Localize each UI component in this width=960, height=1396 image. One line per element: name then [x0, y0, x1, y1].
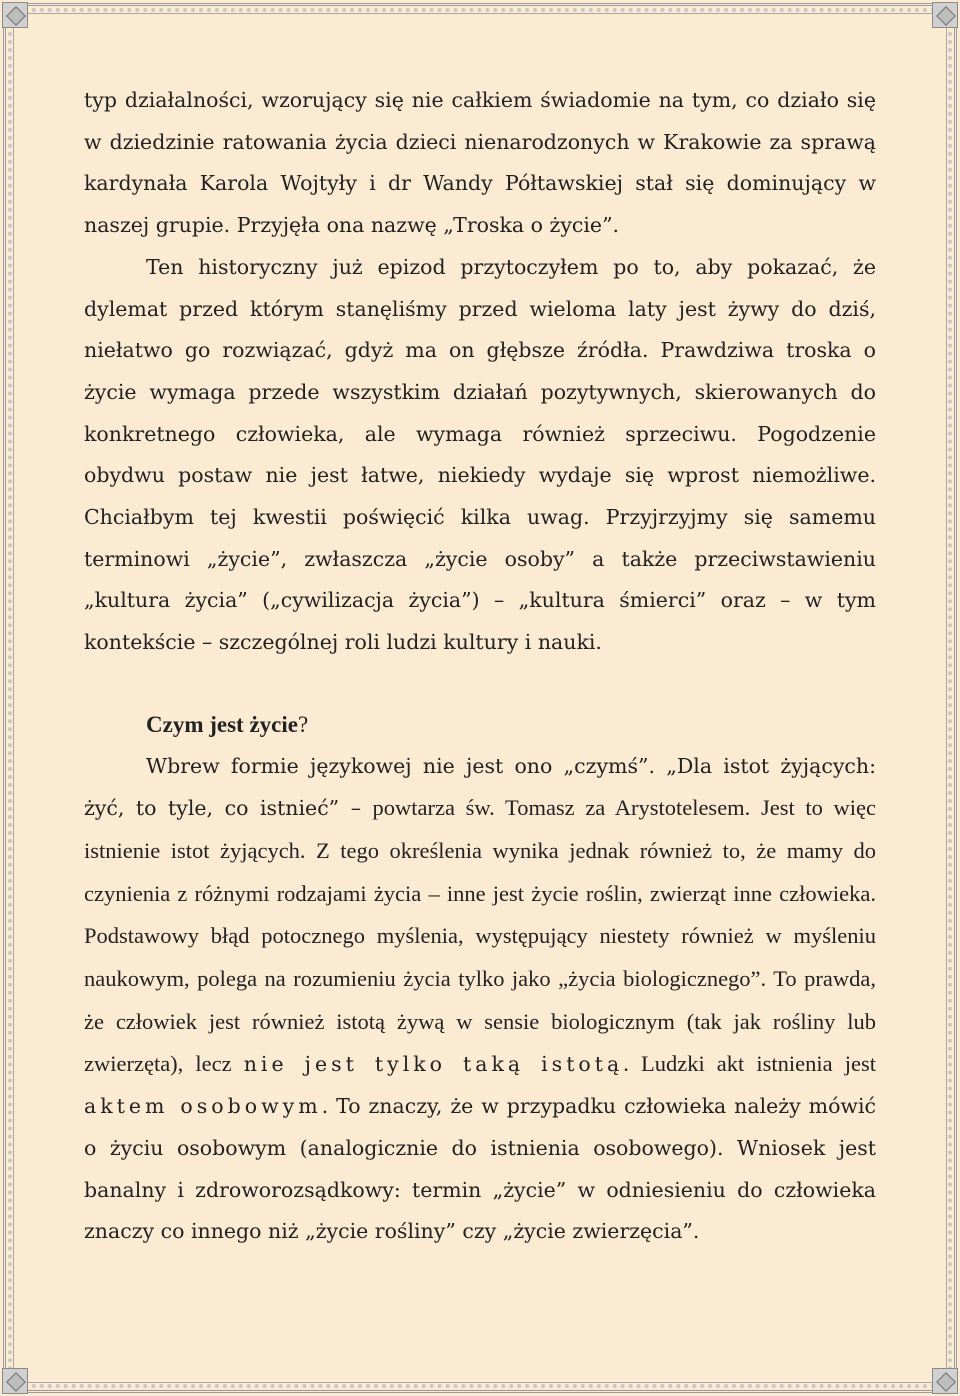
- heading-question-mark: ?: [297, 711, 309, 737]
- corner-ornament-icon: [932, 2, 958, 28]
- paragraph-troska: typ działalności, wzorujący się nie całkiem świadomie na tym, co działo się w dziedzinie ratowania życia dzieci nienarodzonych w Krakowie za sprawą kardynała Karola Wojtyły i dr Wandy Półtawskiej stał się dominujący w naszej grupie. Przyjęła ona nazwę „Troska o życie”.: [84, 88, 876, 238]
- corner-ornament-icon: [2, 1368, 28, 1394]
- paragraph-tomasz: powtarza św. Tomasz za Arystotelesem. Jest to więc istnienie istot żyjących.: [84, 795, 876, 863]
- paragraph-body: Z tego określenia wynika jednak również to, że mamy do czynienia z różnymi rodzajami życia – inne jest życie roślin, zwierząt inne człowieka. Podstawowy błąd potocznego myślenia, występujący niestety również w myśleniu naukowym, polega na rozumieniu życia tylko jako „życia biologicznego”. To prawda, że człowiek jest również istotą żywą w sensie biologicznym (tak jak rośliny lub zwierzęta), lecz: [84, 837, 876, 1077]
- paragraph-czym-jest-zycie: [84, 746, 876, 1253]
- paragraph-end: . To znaczy, że w przypadku człowieka należy mówić o życiu osobowym (analogicznie do istnienia osobowego). Wniosek jest banalny i zdroworozsądkowy: termin „życie” w odniesieniu do człowieka znaczy co innego niż „życie rośliny” czy „życie zwierzęcia”.: [84, 1094, 876, 1244]
- document-body: [84, 80, 876, 1253]
- corner-ornament-icon: [2, 2, 28, 28]
- emphasis-spaced-text: nie jest tylko taką istotą: [243, 1052, 624, 1077]
- heading-text: Czym jest życie: [146, 711, 298, 737]
- paragraph-mid: . Ludzki akt istnienia jest: [623, 1051, 876, 1077]
- paragraph-intro: Wbrew formie językowej nie jest ono „czymś”. „Dla istot żyjących: żyć, to tyle, co istnieć”: [84, 753, 876, 821]
- emphasis-spaced-text: aktem osobowym: [84, 1094, 322, 1119]
- section-heading: [84, 704, 876, 746]
- corner-ornament-icon: [932, 1368, 958, 1394]
- paragraph-dylemat: Ten historyczny już epizod przytoczyłem po to, aby pokazać, że dylemat przed którym stanęliśmy przed wieloma laty jest żywy do dziś, niełatwo go rozwiązać, gdyż ma on głębsze źródła. Prawdziwa troska o życie wymaga przede wszystkim działań pozytywnych, skierowanych do konkretnego człowieka, ale wymaga również sprzeciwu. Pogodzenie obydwu postaw nie jest łatwe, niekiedy wydaje się wprost niemożliwe. Chciałbym tej kwestii poświęcić kilka uwag. Przyjrzyjmy się samemu terminowi „życie”, zwłaszcza „życie osoby” a także przeciwstawieniu „kultura życia” („cywilizacja życia”) – „kultura śmierci” oraz – w tym kontekście – szczególnej roli ludzi kultury i nauki.: [84, 254, 876, 655]
- paragraph-dash: –: [339, 796, 373, 821]
